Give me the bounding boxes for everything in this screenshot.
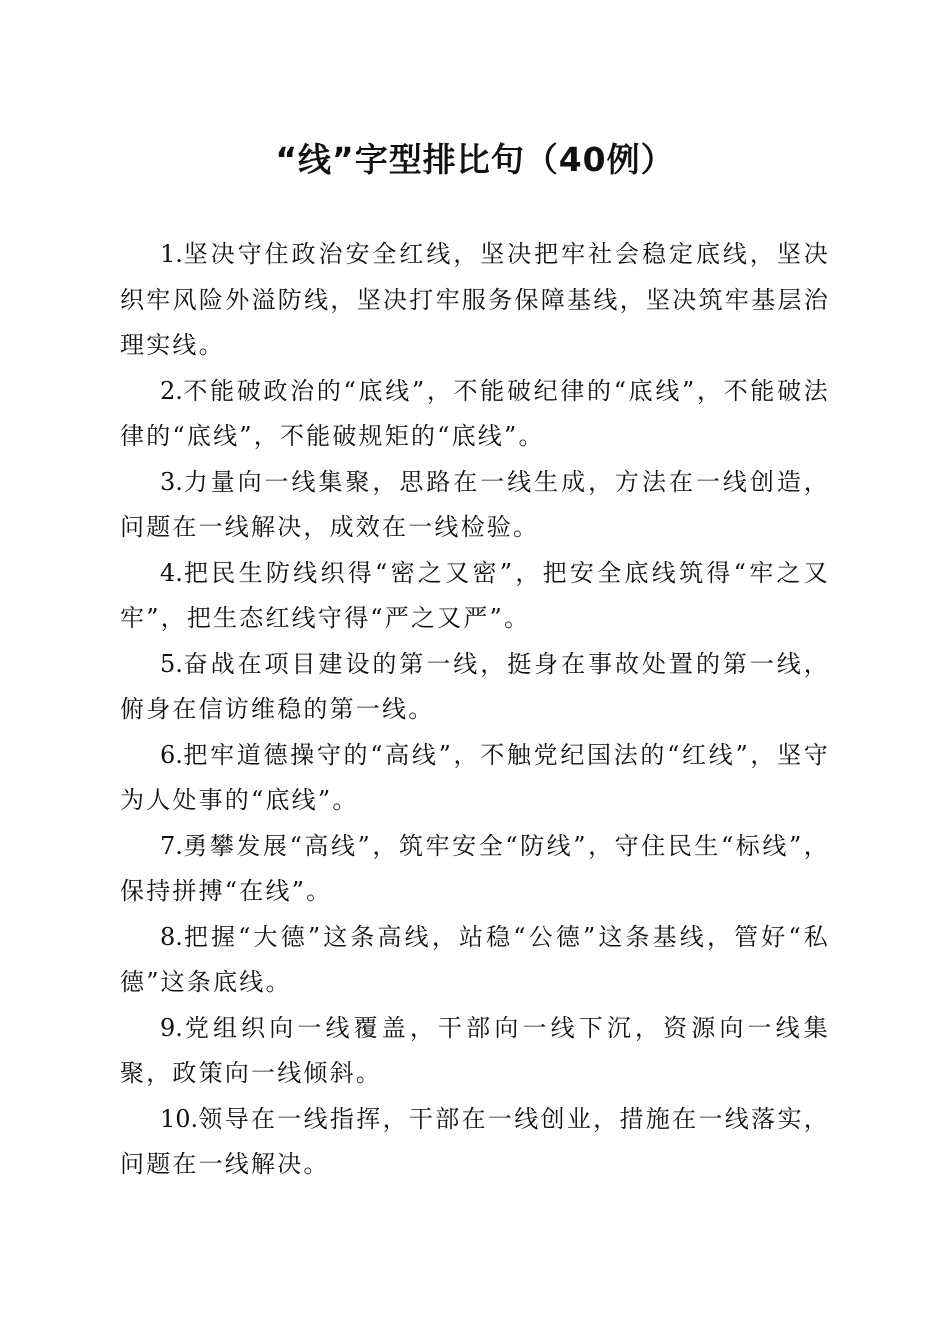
- paragraph-5: [120, 642, 830, 733]
- paragraph-text: 把牢道德操守的“高线”，不触党纪国法的“红线”，坚守为人处事的“底线”。: [120, 740, 830, 814]
- paragraph-10: [120, 1097, 830, 1188]
- paragraph-6: [120, 733, 830, 824]
- paragraph-9: [120, 1006, 830, 1097]
- paragraph-number: 9.: [160, 1013, 183, 1042]
- document-title: “线”字型排比句（40例）: [275, 140, 675, 179]
- paragraph-text: 把握“大德”这条高线，站稳“公德”这条基线，管好“私德”这条底线。: [120, 922, 830, 996]
- document-body: [120, 232, 830, 1188]
- paragraph-text: 把民生防线织得“密之又密”，把安全底线筑得“牢之又牢”，把生态红线守得“严之又严”。: [120, 558, 830, 632]
- paragraph-number: 5.: [160, 649, 183, 678]
- paragraph-number: 7.: [160, 831, 183, 860]
- paragraph-text: 领导在一线指挥，干部在一线创业，措施在一线落实，问题在一线解决。: [120, 1104, 830, 1178]
- paragraph-3: [120, 460, 830, 551]
- paragraph-1: [120, 232, 830, 369]
- paragraph-number: 1.: [160, 240, 183, 268]
- paragraph-7: [120, 824, 830, 915]
- paragraph-text: 坚决守住政治安全红线，坚决把牢社会稳定底线，坚决织牢风险外溢防线，坚决打牢服务保障基线，坚决筑牢基层治理实线。: [120, 240, 830, 359]
- paragraph-4: [120, 551, 830, 642]
- paragraph-number: 2.: [160, 376, 183, 405]
- paragraph-number: 4.: [160, 558, 183, 587]
- paragraph-text: 党组织向一线覆盖，干部向一线下沉，资源向一线集聚，政策向一线倾斜。: [120, 1013, 830, 1087]
- paragraph-text: 奋战在项目建设的第一线，挺身在事故处置的第一线，俯身在信访维稳的第一线。: [120, 649, 830, 723]
- paragraph-number: 8.: [160, 922, 183, 951]
- paragraph-number: 10.: [160, 1104, 199, 1133]
- paragraph-2: [120, 369, 830, 460]
- paragraph-number: 3.: [160, 467, 183, 496]
- paragraph-text: 不能破政治的“底线”，不能破纪律的“底线”，不能破法律的“底线”，不能破规矩的“底线”。: [120, 376, 830, 450]
- paragraph-text: 勇攀发展“高线”，筑牢安全“防线”，守住民生“标线”，保持拼搏“在线”。: [120, 831, 830, 905]
- paragraph-8: [120, 915, 830, 1006]
- paragraph-number: 6.: [160, 740, 183, 769]
- paragraph-text: 力量向一线集聚，思路在一线生成，方法在一线创造，问题在一线解决，成效在一线检验。: [120, 467, 830, 541]
